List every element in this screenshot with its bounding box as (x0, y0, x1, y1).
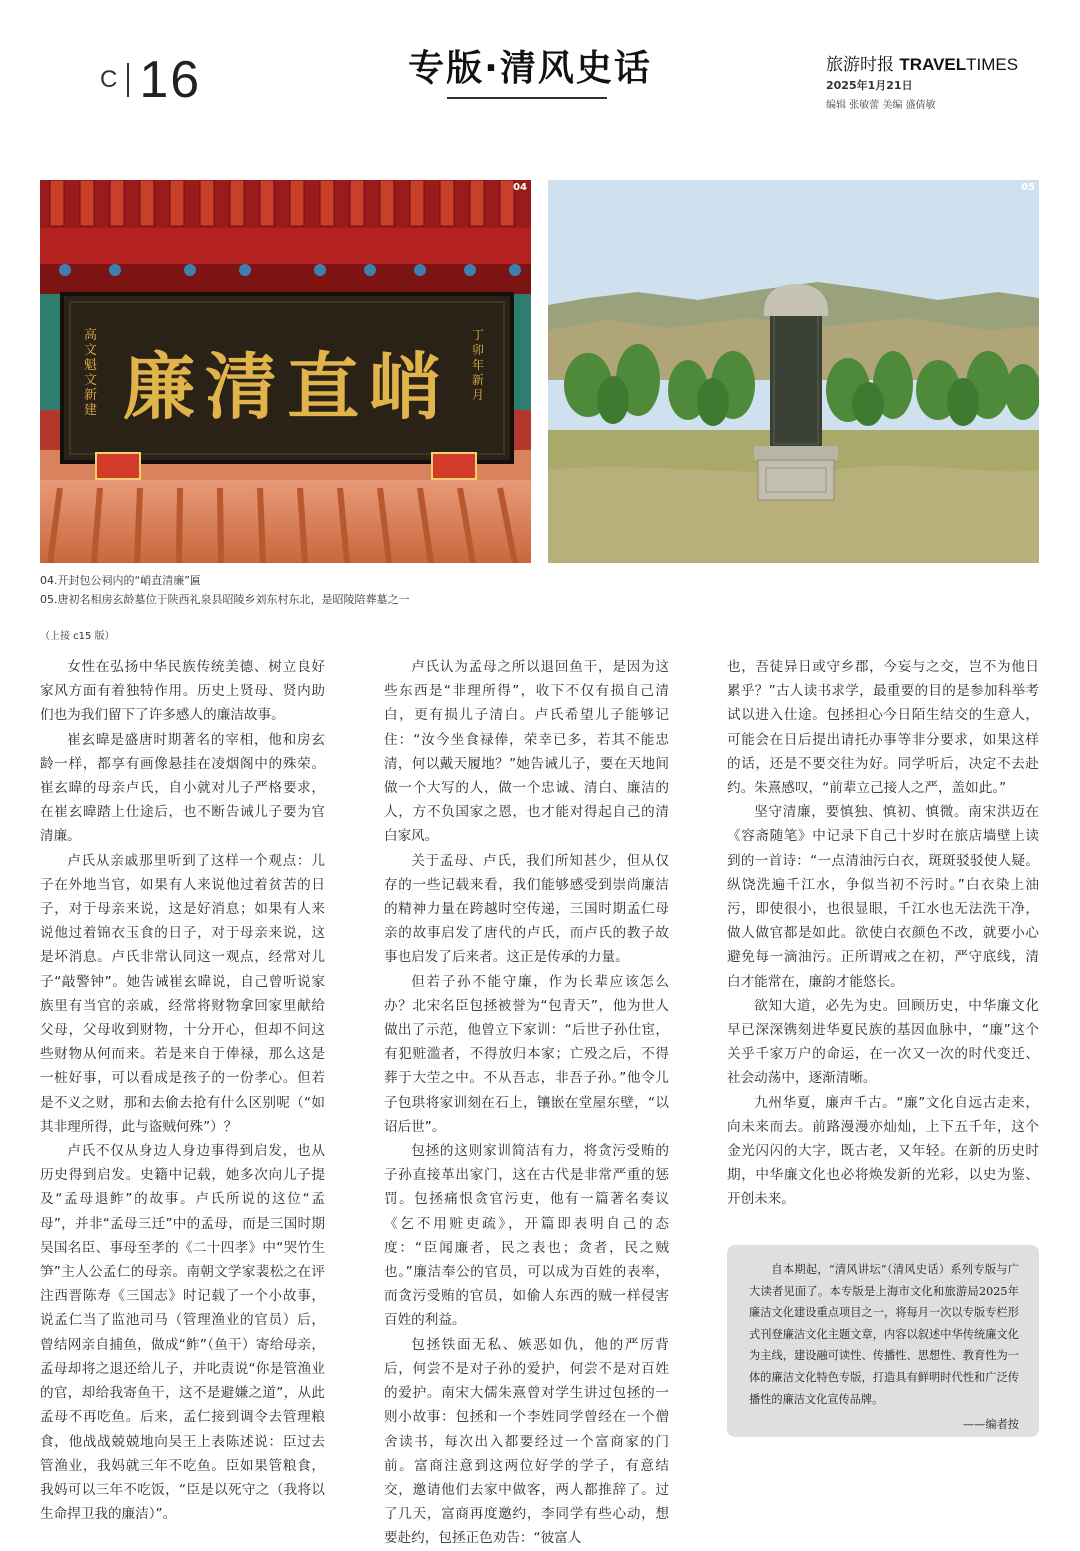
paragraph: 坚守清廉，要慎独、慎初、慎微。南宋洪迈在《容斋随笔》中记录下自己十岁时在旅店墙壁上读到的一首诗：“一点清油污白衣，斑斑驳驳使人疑。纵饶洗遍千江水，争似当初不污时。”白衣染上油污，即使很小，也很显眼，千江水也无法洗干净，做人做官都是如此。欲使白衣颜色不改，就要小心避免每一滴油污。正所谓戒之在初，严守底线，清白才能常在，廉韵才能悠长。 (727, 804, 1039, 990)
paragraph: 九州华夏，廉声千古。“廉”文化自远古走来，向未来而去。前路漫漫亦灿灿，上下五千年，这个金光闪闪的大字，既古老，又年轻。在新的历史时期，中华廉文化也必将焕发新的光彩，以史为鉴、开创未来。 (727, 1094, 1039, 1208)
stele-illustration (548, 180, 1039, 563)
masthead (826, 50, 1018, 111)
page-letter: C (100, 66, 124, 93)
paragraph: 卢氏从亲戚那里听到了这样一个观点：儿子在外地当官，如果有人来说他过着贫苦的日子，对于母亲来说，这是好消息；如果有人来说他过着锦衣玉食的日子，对于母亲来说，这是坏消息。卢氏非常认同这一观点，经常对儿子“敲警钟”。她告诫崔玄暐说，自己曾听说家族里有当官的亲戚，经常将财物拿回家里献给父母，父母收到财物，十分开心，但却不问这些财物从何而来。若是来自于俸禄，那么这是一桩好事，可以看成是孩子的一份孝心。但若是不义之财，那和去偷去抢有什么区别呢（“如其非理所得，此与盗贼何殊”）？ (40, 852, 325, 1135)
paragraph: 卢氏认为孟母之所以退回鱼干，是因为这些东西是“非理所得”，收下不仅有损自己清白，更有损儿子清白。卢氏希望儿子能够记住：“汝今坐食禄俸，荣幸已多，若其不能忠清，何以戴天履地？”她告诫儿子，要在天地间做一个大写的人，做一个忠诚、清白、廉洁的人，方不负国家之恩，也才能对得起自己的清白家风。 (384, 659, 669, 845)
plaque-right-inscription: 丁卯年新月 (472, 328, 485, 402)
page-code-divider (127, 63, 129, 97)
paragraph: 包拯铁面无私、嫉恶如仇，他的严厉背后，何尝不是对子孙的爱护，何尝不是对百姓的爱护。南宋大儒朱熹曾对学生讲过包拯的一则小故事：包拯和一个李姓同学曾经在一个僧舍读书，每次出入都要经过一个富商家的门前。富商注意到这两位好学的学子，有意结交，邀请他们去家中做客，两人都推辞了。过了几天，富商再度邀约，李同学有些心动，想要赴约，包拯正色劝告：“彼富人 (384, 1336, 669, 1547)
issue-date: 2025年1月21日 (826, 79, 913, 92)
page-header (0, 0, 1080, 110)
plaque-left-inscription: 高文魁文 新建 (84, 328, 98, 418)
brand-en-bold: TRAVEL (899, 55, 967, 74)
article-column-3 (727, 655, 1039, 1212)
article-column-1 (40, 655, 325, 1526)
photo-plaque (40, 180, 531, 563)
section-title: 专版·清风史话 (408, 48, 652, 89)
paragraph: 包拯的这则家训简洁有力，将贪污受贿的子孙直接革出家门，这在古代是非常严重的惩罚。包拯痛恨贪官污吏，他有一篇著名奏议《乞不用赃吏疏》，开篇即表明自己的态度：“臣闻廉者，民之表也；贪者，民之贼也。”廉洁奉公的官员，可以成为百姓的表率，而贪污受贿的官员，如偷人东西的贼一样侵害百姓的利益。 (384, 1143, 669, 1329)
paragraph: 卢氏不仅从身边人身边事得到启发，也从历史得到启发。史籍中记载，她多次向儿子提及“孟母退鲊”的故事。卢氏所说的这位“孟母”，并非“孟母三迁”中的孟母，而是三国时期吴国名臣、事母至孝的《二十四孝》中“哭竹生笋”主人公孟仁的母亲。南朝文学家裴松之在评注西晋陈寿《三国志》时记载了一个小故事，说孟仁当了监池司马（管理渔业的官员）后，曾结网亲自捕鱼，做成“鲊”（鱼干）寄给母亲，孟母却将之退还给儿子，并叱责说“你是管渔业的官，却给我寄鱼干，这不是避嫌之道”，从此孟母不再吃鱼。后来，孟仁接到调令去管理粮食，他战战兢兢地向吴王上表陈述说：臣过去管渔业，我妈就三年不吃鱼。臣如果管粮食，我妈可以三年不吃饭，“臣是以死守之（我将以生命捍卫我的廉洁）”。 (40, 1143, 325, 1523)
title-underline (447, 97, 607, 99)
editor-note-text: 自本期起，“清风讲坛”（清风史话）系列专版与广大读者见面了。本专版是上海市文化和旅游局2025年廉洁文化建设重点项目之一，将每月一次以专版专栏形式刊登廉洁文化主题文章，内容以叙述中华传统廉文化为主线，建设融可读性、传播性、思想性、教育性为一体的廉洁文化特色专版，打造具有鲜明时代性和广泛传播性的廉洁文化宣传品牌。 (749, 1263, 1019, 1406)
brand-en-light: TIMES (966, 55, 1019, 74)
editor-note-signature: ——编者按 (963, 1418, 1019, 1432)
paragraph: 崔玄暐是盛唐时期著名的宰相，他和房玄龄一样，都享有画像悬挂在凌烟阁中的殊荣。崔玄暐的母亲卢氏，自小就对儿子严格要求，在崔玄暐踏上仕途后，也不断告诫儿子要为官清廉。 (40, 731, 325, 845)
photo-caption-05: 05.唐初名相房玄龄墓位于陕西礼泉县昭陵乡刘东村东北，是昭陵陪葬墓之一 (40, 593, 410, 606)
article-column-2 (384, 655, 669, 1551)
photo-tag-04: 04 (513, 182, 527, 193)
paragraph: 女性在弘扬中华民族传统美德、树立良好家风方面有着独特作用。历史上贤母、贤内助们也为我们留下了许多感人的廉洁故事。 (40, 659, 325, 724)
editors-line: 编辑 张敏蕾 美编 盛倩敏 (826, 100, 936, 111)
page-number: 16 (139, 51, 202, 109)
paragraph: 欲知大道，必先为史。回顾历史，中华廉文化早已深深镌刻进华夏民族的基因血脉中，“廉”这个关乎千家万户的命运，在一次又一次的时代变迁、社会动荡中，逐渐清晰。 (727, 997, 1039, 1087)
brand (826, 50, 1018, 75)
editor-note-box (727, 1245, 1039, 1437)
plaque-main-text: 廉清直峭 (122, 344, 452, 429)
photo-tag-05: 05 (1021, 182, 1035, 193)
plaque-illustration (40, 180, 531, 563)
page-code (100, 50, 201, 110)
paragraph: 关于孟母、卢氏，我们所知甚少，但从仅存的一些记载来看，我们能够感受到崇尚廉洁的精神力量在跨越时空传递，三国时期孟仁母亲的故事启发了唐代的卢氏，而卢氏的教子故事也启发了后来者。这正是传承的力量。 (384, 852, 669, 966)
paragraph: 但若子孙不能守廉，作为长辈应该怎么办？北宋名臣包拯被誉为“包青天”，他为世人做出了示范，他曾立下家训：“后世子孙仕宦，有犯赃滥者，不得放归本家；亡殁之后，不得葬于大茔之中。不从吾志，非吾子孙。”他令儿子包珙将家训刻在石上，镶嵌在堂屋东壁，“以诏后世”。 (384, 973, 669, 1135)
photo-caption-04: 04.开封包公祠内的“峭直清廉”匾 (40, 574, 201, 587)
continued-from-note: （上接 c15 版） (40, 631, 115, 642)
paragraph: 也，吾徒异日或守乡郡，今妄与之交，岂不为他日累乎？”古人读书求学，最重要的目的是参加科举考试以进入仕途。包拯担心今日陌生结交的生意人，可能会在日后提出请托办事等非分要求，如果这样的话，还是不要交往为好。同学听后，决定不去赴约。朱熹感叹，“前辈立己接人之严，盖如此。” (727, 659, 1039, 797)
brand-cn: 旅游时报 (826, 55, 894, 75)
photo-stele (548, 180, 1039, 563)
